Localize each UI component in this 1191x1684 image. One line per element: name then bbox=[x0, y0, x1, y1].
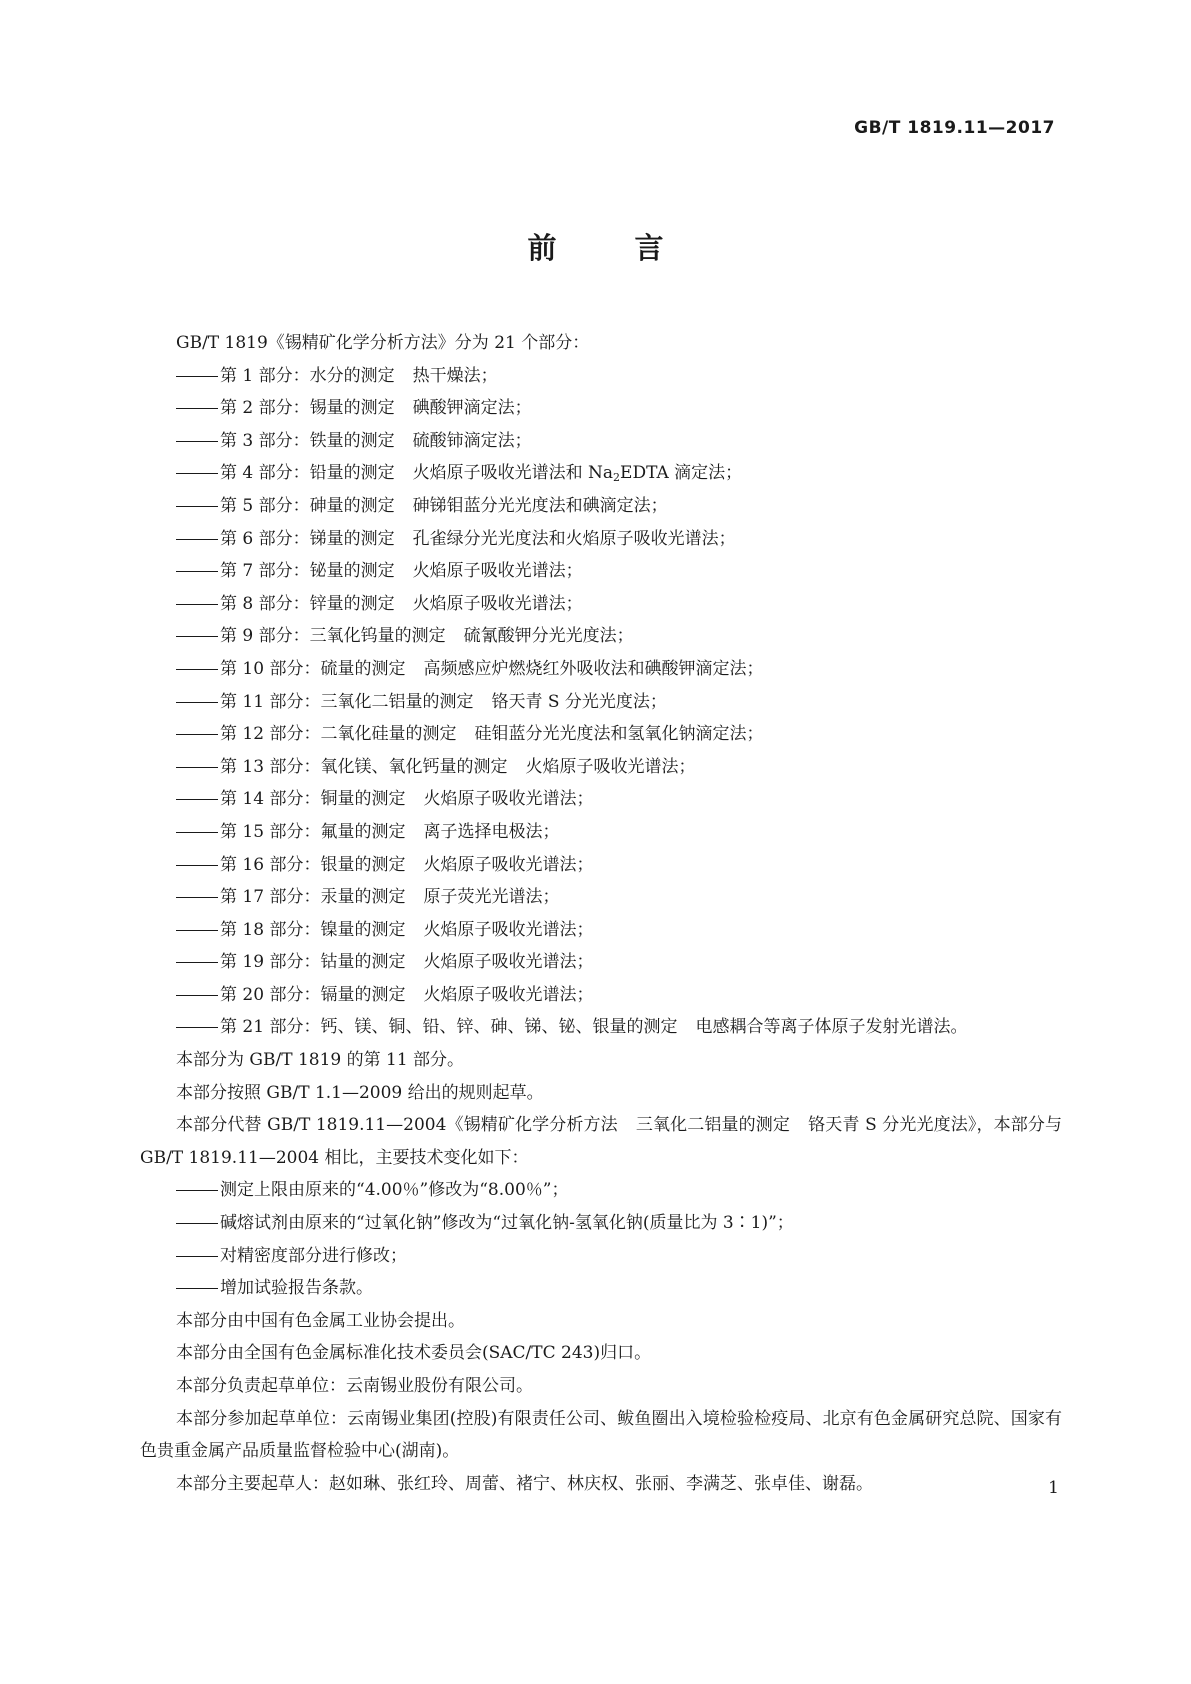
standard-number: GB/T 1819.11—2017 bbox=[854, 118, 1055, 138]
dash-mark bbox=[176, 799, 218, 800]
dash-mark bbox=[176, 897, 218, 898]
dash-mark bbox=[176, 1027, 218, 1028]
dash-mark bbox=[176, 865, 218, 866]
list-item: 第 6 部分：锑量的测定 孔雀绿分光光度法和火焰原子吸收光谱法； bbox=[140, 523, 1062, 556]
page-number: 1 bbox=[1048, 1478, 1059, 1498]
list-item: 第 2 部分：锡量的测定 碘酸钾滴定法； bbox=[140, 392, 1062, 425]
dash-mark bbox=[176, 636, 218, 637]
list-item: 第 1 部分：水分的测定 热干燥法； bbox=[140, 360, 1062, 393]
list-item: 测定上限由原来的“4.00％”修改为“8.00％”； bbox=[140, 1174, 1062, 1207]
list-item: 第 11 部分：三氧化二铝量的测定 铬天青 S 分光光度法； bbox=[140, 686, 1062, 719]
list-item: 对精密度部分进行修改； bbox=[140, 1240, 1062, 1273]
dash-mark bbox=[176, 408, 218, 409]
dash-mark bbox=[176, 832, 218, 833]
dash-mark bbox=[176, 1223, 218, 1224]
dash-mark bbox=[176, 1288, 218, 1289]
main-drafters-statement: 本部分主要起草人：赵如琳、张红玲、周蕾、褚宁、林庆权、张丽、李满芝、张卓佳、谢磊。 bbox=[176, 1473, 873, 1494]
list-item: 第 13 部分：氧化镁、氧化钙量的测定 火焰原子吸收光谱法； bbox=[140, 751, 1062, 784]
proposed-by-statement: 本部分由中国有色金属工业协会提出。 bbox=[176, 1310, 465, 1331]
list-item: 第 12 部分：二氧化硅量的测定 硅钼蓝分光光度法和氢氧化钠滴定法； bbox=[140, 718, 1062, 751]
replacement-statement: 本部分代替 GB/T 1819.11—2004《锡精矿化学分析方法 三氧化二铝量的测定 铬天青 S 分光光度法》，本部分与GB/T 1819.11—2004 相比，主要技术变化如下： bbox=[140, 1115, 1063, 1168]
dash-mark bbox=[176, 539, 218, 540]
dash-mark bbox=[176, 995, 218, 996]
dash-mark bbox=[176, 441, 218, 442]
dash-mark bbox=[176, 702, 218, 703]
lead-drafter-statement: 本部分负责起草单位：云南锡业股份有限公司。 bbox=[176, 1376, 533, 1396]
dash-mark bbox=[176, 1256, 218, 1257]
dash-mark bbox=[176, 571, 218, 572]
list-item: 第 10 部分：硫量的测定 高频感应炉燃烧红外吸收法和碘酸钾滴定法； bbox=[140, 653, 1062, 686]
list-item: 第 8 部分：锌量的测定 火焰原子吸收光谱法； bbox=[140, 588, 1062, 621]
list-item: 第 18 部分：镍量的测定 火焰原子吸收光谱法； bbox=[140, 914, 1062, 947]
drafting-rules-statement: 本部分按照 GB/T 1.1—2009 给出的规则起草。 bbox=[176, 1082, 544, 1103]
part-of-statement: 本部分为 GB/T 1819 的第 11 部分。 bbox=[176, 1050, 465, 1071]
list-item: 第 3 部分：铁量的测定 硫酸铈滴定法； bbox=[140, 425, 1062, 458]
changes-list bbox=[140, 1174, 1062, 1304]
dash-mark bbox=[176, 930, 218, 931]
dash-mark bbox=[176, 734, 218, 735]
dash-mark bbox=[176, 473, 218, 474]
participating-drafters-statement: 本部分参加起草单位：云南锡业集团(控股)有限责任公司、鲅鱼圈出入境检验检疫局、北京有色金属研究总院、国家有色贵重金属产品质量监督检验中心(湖南)。 bbox=[140, 1408, 1062, 1462]
dash-mark bbox=[176, 1190, 218, 1191]
list-item: 第 19 部分：钴量的测定 火焰原子吸收光谱法； bbox=[140, 946, 1062, 979]
list-item: 第 16 部分：银量的测定 火焰原子吸收光谱法； bbox=[140, 849, 1062, 882]
parts-list bbox=[140, 360, 1062, 1044]
dash-mark bbox=[176, 604, 218, 605]
dash-mark bbox=[176, 962, 218, 963]
list-item: 第 4 部分：铅量的测定 火焰原子吸收光谱法和 $Na_2EDTA$ 滴定法； bbox=[140, 457, 1062, 490]
list-item: 第 20 部分：镉量的测定 火焰原子吸收光谱法； bbox=[140, 979, 1062, 1012]
list-item: 第 7 部分：铋量的测定 火焰原子吸收光谱法； bbox=[140, 555, 1062, 588]
page-title: 前 言 bbox=[527, 231, 698, 265]
list-item: 第 17 部分：汞量的测定 原子荧光光谱法； bbox=[140, 881, 1062, 914]
list-item: 第 15 部分：氟量的测定 离子选择电极法； bbox=[140, 816, 1062, 849]
list-item: 第 14 部分：铜量的测定 火焰原子吸收光谱法； bbox=[140, 783, 1062, 816]
dash-mark bbox=[176, 669, 218, 670]
list-item: 增加试验报告条款。 bbox=[140, 1272, 1062, 1305]
list-item: 碱熔试剂由原来的“过氧化钠”修改为“过氧化钠-氢氧化钠(质量比为 3∶1)”； bbox=[140, 1207, 1062, 1240]
foreword-body bbox=[140, 327, 1062, 1500]
dash-mark bbox=[176, 767, 218, 768]
dash-mark bbox=[176, 376, 218, 377]
centralized-by-statement: 本部分由全国有色金属标准化技术委员会(SAC/TC 243)归口。 bbox=[176, 1343, 652, 1364]
intro-line: GB/T 1819《锡精矿化学分析方法》分为 21 个部分： bbox=[176, 333, 590, 353]
list-item: 第 21 部分：钙、镁、铜、铅、锌、砷、锑、铋、银量的测定 电感耦合等离子体原子发射光谱法。 bbox=[140, 1011, 1062, 1044]
dash-mark bbox=[176, 506, 218, 507]
list-item: 第 9 部分：三氧化钨量的测定 硫氰酸钾分光光度法； bbox=[140, 620, 1062, 653]
list-item: 第 5 部分：砷量的测定 砷锑钼蓝分光光度法和碘滴定法； bbox=[140, 490, 1062, 523]
